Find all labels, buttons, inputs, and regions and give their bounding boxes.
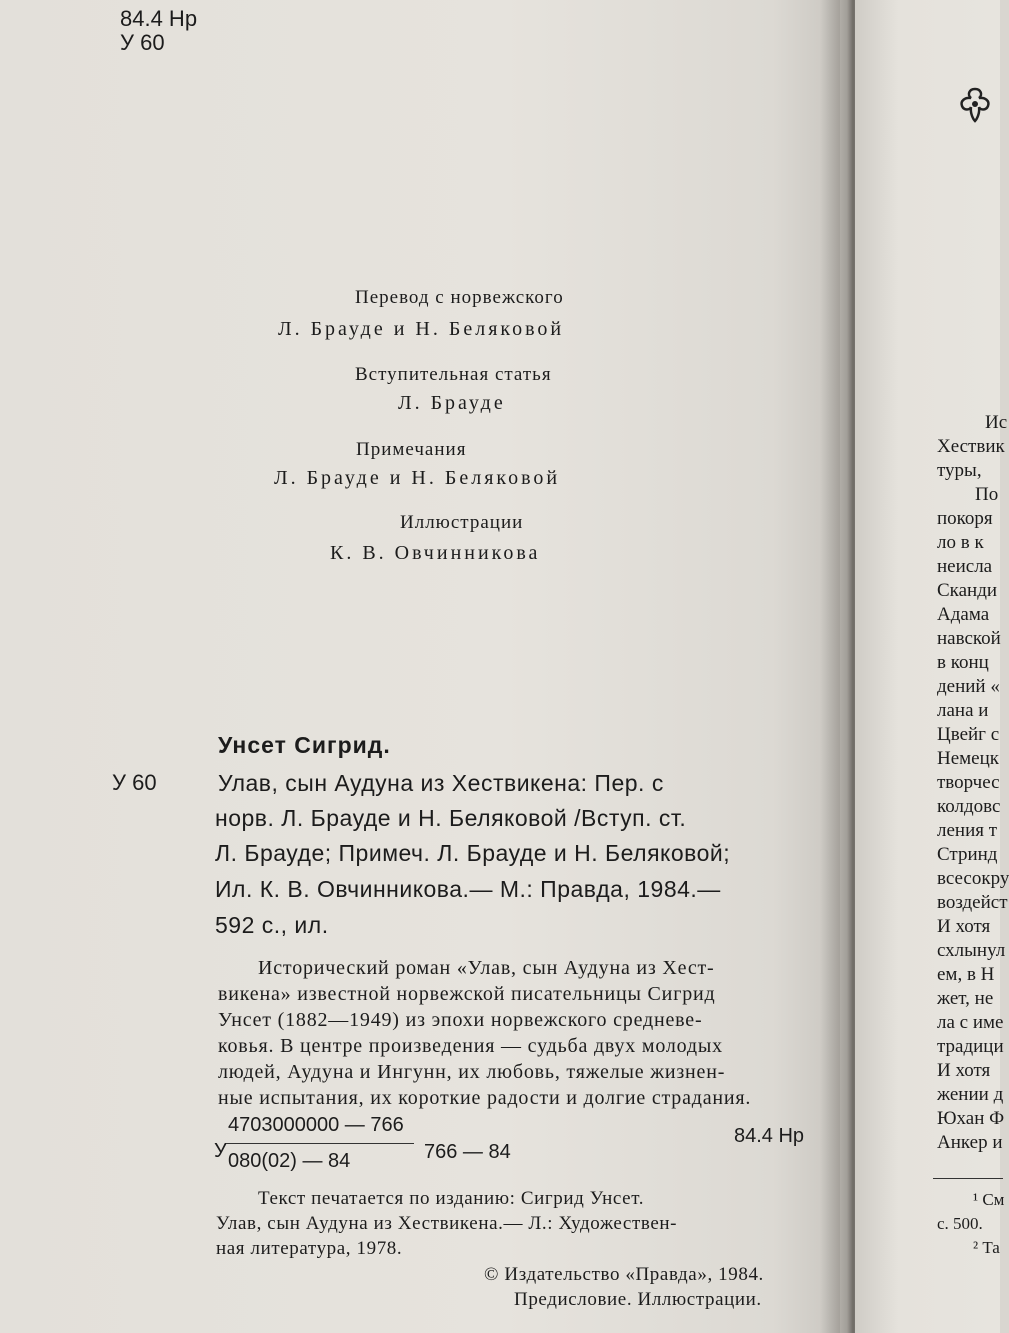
annotation-line: викена» известной норвежской писательницы Сигрид [218, 983, 716, 1005]
text-line: навской [937, 628, 1001, 649]
text-line: жет, не [937, 988, 994, 1009]
text-line: туры, [937, 460, 982, 481]
text-line: лана и [937, 700, 989, 721]
credit-label: Вступительная статья [355, 364, 552, 385]
credit-name: Л. Брауде [398, 392, 506, 414]
right-page [855, 0, 1009, 1333]
source-line: Текст печатается по изданию: Сигрид Унсет. [258, 1188, 645, 1209]
text-line: По [975, 484, 999, 505]
index-prefix: У [214, 1140, 227, 1162]
text-line: Ис [985, 412, 1008, 433]
author-mark: У 60 [120, 30, 165, 55]
text-line: колдовс [937, 796, 1001, 817]
text-line: воздейст [937, 892, 1008, 913]
index-numerator: 4703000000 — 766 [228, 1114, 404, 1136]
credit-name: К. В. Овчинникова [330, 542, 541, 564]
bib-line: Л. Брауде; Примеч. Л. Брауде и Н. Беляковой; [215, 840, 731, 866]
bib-line: Улав, сын Аудуна из Хествикена: Пер. с [218, 770, 664, 796]
text-line: жении д [937, 1084, 1004, 1105]
footnote-rule [933, 1178, 1003, 1179]
index-suffix: 766 — 84 [424, 1141, 511, 1163]
text-line: схлынул [937, 940, 1006, 961]
index-denominator: 080(02) — 84 [228, 1150, 351, 1172]
text-line: И хотя [937, 916, 991, 937]
text-line: ления т [937, 820, 998, 841]
text-line: Цвейг с [937, 724, 1000, 745]
catalog-author: Унсет Сигрид. [218, 732, 391, 758]
source-line: ная литература, 1978. [216, 1238, 403, 1259]
text-line: творчес [937, 772, 1000, 793]
annotation-line: Унсет (1882—1949) из эпохи норвежского средневе- [218, 1009, 703, 1031]
annotation-line: ные испытания, их короткие радости и долгие страдания. [218, 1087, 752, 1109]
footnote-line: ¹ См [973, 1190, 1005, 1209]
text-line: неисла [937, 556, 993, 577]
text-line: И хотя [937, 1060, 991, 1081]
fleuron-icon [955, 85, 995, 125]
text-line: ем, в Н [937, 964, 995, 985]
text-line: Сканди [937, 580, 998, 601]
text-line: Немецк [937, 748, 1000, 769]
annotation-line: ковья. В центре произведения — судьба двух молодых [218, 1035, 723, 1057]
credit-label: Примечания [356, 439, 467, 460]
text-line: Анкер и [937, 1132, 1003, 1153]
text-line: Хествик [937, 436, 1005, 457]
text-line: дений « [937, 676, 1000, 697]
text-line: в конц [937, 652, 989, 673]
credit-label: Перевод с норвежского [355, 287, 564, 308]
bib-line: Ил. К. В. Овчинникова.— М.: Правда, 1984.— [215, 876, 721, 902]
annotation-line: людей, Аудуна и Ингунн, их любовь, тяжелые жизнен- [218, 1061, 726, 1083]
text-line: Стринд [937, 844, 998, 865]
text-line: ло в к [937, 532, 984, 553]
copyright-line: Предисловие. Иллюстрации. [514, 1289, 762, 1310]
text-line: всесокру [937, 868, 1009, 889]
text-line: Адама [937, 604, 990, 625]
footnote-line: ² Та [973, 1238, 1000, 1257]
index-bbk: 84.4 Нр [734, 1125, 805, 1147]
bib-line: 592 с., ил. [215, 912, 329, 938]
text-line: Юхан Ф [937, 1108, 1005, 1129]
fraction-bar [226, 1143, 414, 1144]
text-line: ла с име [937, 1012, 1004, 1033]
credit-name: Л. Брауде и Н. Беляковой [274, 467, 561, 489]
credit-name: Л. Брауде и Н. Беляковой [278, 318, 565, 340]
bib-line: норв. Л. Брауде и Н. Беляковой /Вступ. ст. [215, 805, 687, 831]
footnote-line: с. 500. [937, 1214, 983, 1233]
text-line: традици [937, 1036, 1004, 1057]
bbk-code: 84.4 Нр [120, 6, 198, 31]
copyright-line: © Издательство «Правда», 1984. [484, 1264, 764, 1285]
margin-author-mark: У 60 [112, 770, 157, 795]
annotation-line: Исторический роман «Улав, сын Аудуна из Хест- [258, 957, 715, 979]
text-line: покоря [937, 508, 993, 529]
credit-label: Иллюстрации [400, 512, 524, 533]
source-line: Улав, сын Аудуна из Хествикена.— Л.: Художествен- [216, 1213, 678, 1234]
